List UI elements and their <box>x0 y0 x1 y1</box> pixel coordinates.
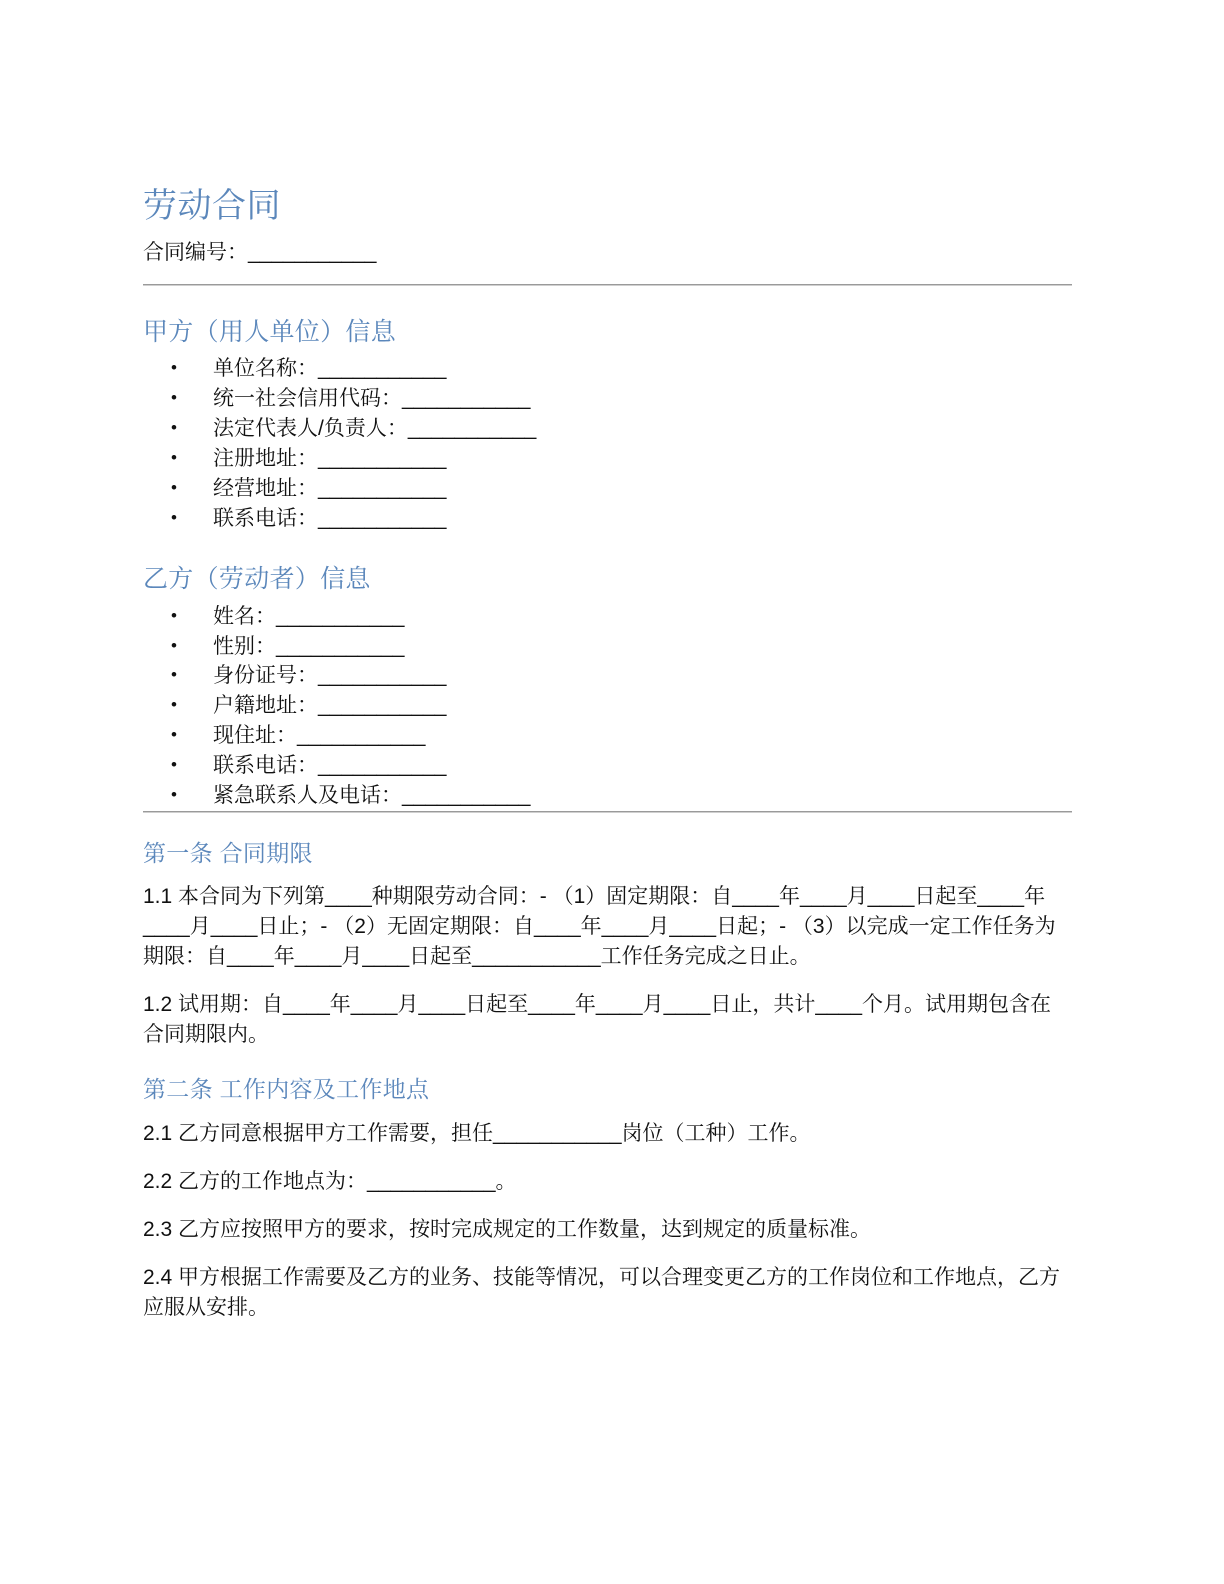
clause-1-1: 1.1 本合同为下列第____种期限劳动合同：- （1）固定期限：自____年____月____日起至____年____月____日止；- （2）无固定期限：自____年____月____日起；- （3）以完成一定工作任务为期限：自____年____月____日起至___________工作任务完成之日止。 <box>143 885 1056 969</box>
clause-2-1: 2.1 乙方同意根据甲方工作需要，担任___________岗位（工种）工作。 <box>143 1122 811 1146</box>
list-item: • 性别：___________ <box>143 632 1072 662</box>
header-divider <box>143 284 1072 286</box>
list-item: • 姓名：___________ <box>143 602 1072 632</box>
page-title: 劳动合同 <box>143 187 281 225</box>
contract-number-line: 合同编号：___________ <box>143 240 377 264</box>
list-item: • 现住址：___________ <box>143 721 1072 751</box>
list-item: • 注册地址：___________ <box>143 444 1072 474</box>
list-item: • 户籍地址：___________ <box>143 691 1072 721</box>
party-b-section <box>143 563 1072 810</box>
list-item: • 统一社会信用代码：___________ <box>143 384 1072 414</box>
list-item: • 单位名称：___________ <box>143 354 1072 384</box>
clause-2-4: 2.4 甲方根据工作需要及乙方的业务、技能等情况，可以合理变更乙方的工作岗位和工作地点，乙方应服从安排。 <box>143 1265 1061 1319</box>
clause-2-3: 2.3 乙方应按照甲方的要求，按时完成规定的工作数量，达到规定的质量标准。 <box>143 1217 872 1241</box>
list-item: • 法定代表人/负责人：___________ <box>143 414 1072 444</box>
list-item: • 紧急联系人及电话：___________ <box>143 781 1072 811</box>
article-two-heading: 第二条 工作内容及工作地点 <box>143 1076 430 1103</box>
parties-divider <box>143 811 1072 813</box>
article-one-heading: 第一条 合同期限 <box>143 839 313 866</box>
article-one-section <box>143 839 1072 1050</box>
list-item: • 经营地址：___________ <box>143 474 1072 504</box>
clause-1-2: 1.2 试用期：自____年____月____日起至____年____月____日止，共计____个月。试用期包含在合同期限内。 <box>143 992 1052 1046</box>
party-a-field-list <box>143 354 1072 533</box>
party-a-heading: 甲方（用人单位）信息 <box>143 317 397 346</box>
party-b-heading: 乙方（劳动者）信息 <box>143 565 371 594</box>
list-item: • 联系电话：___________ <box>143 504 1072 534</box>
party-a-section <box>143 316 1072 533</box>
list-item: • 联系电话：___________ <box>143 751 1072 781</box>
clause-2-2: 2.2 乙方的工作地点为：___________。 <box>143 1170 517 1194</box>
party-b-field-list <box>143 602 1072 811</box>
article-two-section <box>143 1075 1072 1322</box>
list-item: • 身份证号：___________ <box>143 661 1072 691</box>
